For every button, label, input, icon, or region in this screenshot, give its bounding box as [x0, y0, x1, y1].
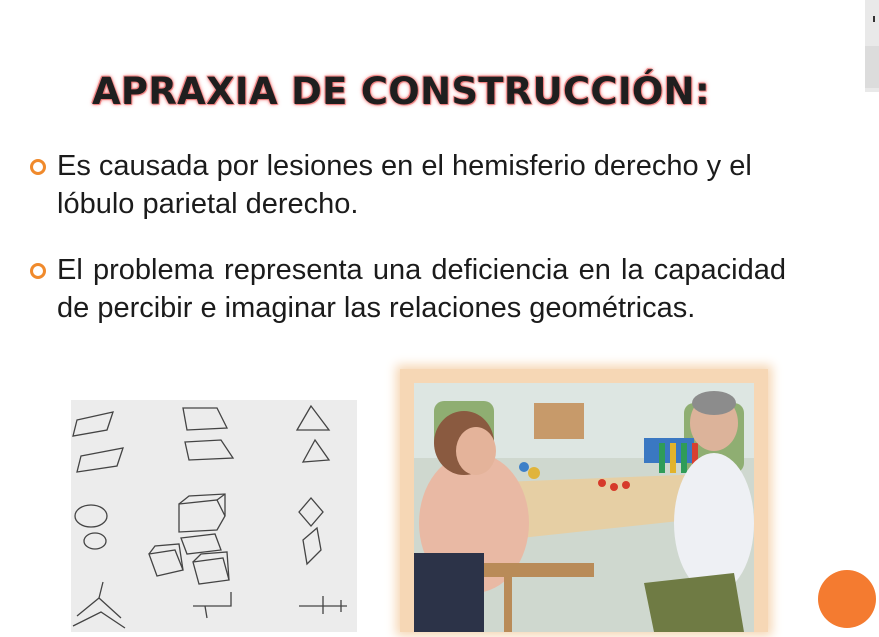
bullet-circle-icon [30, 263, 46, 279]
therapy-photo [414, 383, 754, 632]
edge-mark [873, 16, 875, 22]
bullet-text: Es causada por lesiones en el hemisferio derecho y el lóbulo parietal derecho. [57, 150, 752, 220]
bullet-item [30, 251, 786, 327]
bullet-list [30, 147, 786, 327]
edge-button[interactable] [865, 46, 879, 88]
bullet-text: El problema representa una deficiencia en la capacidad de percibir e imaginar las relaciones geométricas. [57, 254, 786, 324]
window-edge-strip [865, 0, 879, 92]
geometric-drawings-sketch [71, 400, 357, 632]
photo-frame [400, 369, 768, 632]
bullet-item [30, 147, 786, 223]
slide-title: APRAXIA DE CONSTRUCCIÓN: [92, 70, 711, 113]
orange-circle-decoration [818, 570, 876, 628]
drawing-copy-test-image [71, 400, 357, 632]
bullet-circle-icon [30, 159, 46, 175]
